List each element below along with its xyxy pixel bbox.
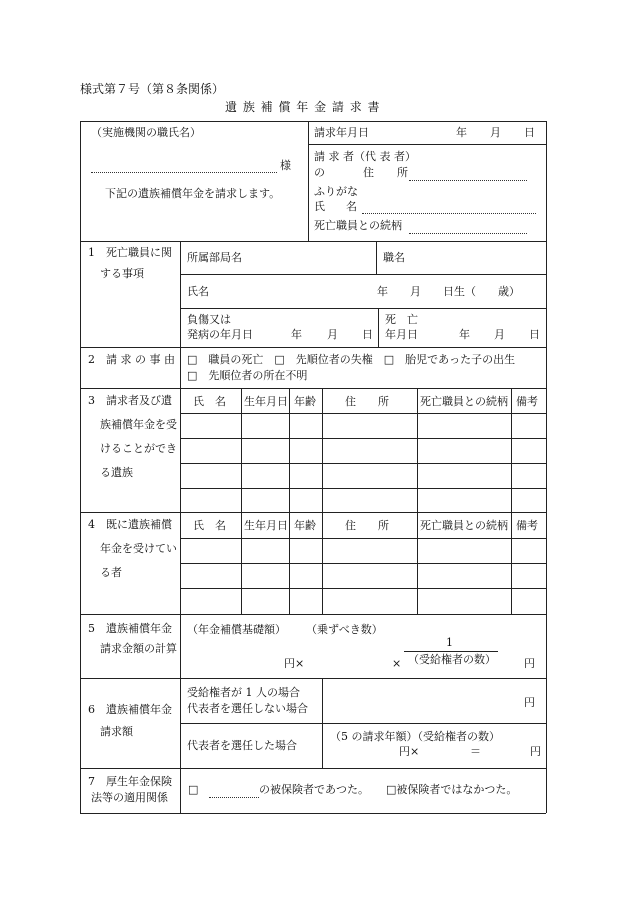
injury-day: 日 [362, 328, 373, 341]
fraction-bar [404, 651, 498, 652]
request-date-label: 請求年月日 [314, 126, 369, 139]
claimant-label: 請 求 者（代 表 者） [314, 150, 416, 163]
sec3-label-1: 3 請求者及び遺 [88, 394, 172, 407]
death-day: 日 [529, 328, 540, 341]
claimant-name-field[interactable] [362, 213, 536, 214]
request-year: 年 [456, 126, 467, 139]
sec5-yen-times: 円× [284, 657, 305, 670]
case1-yen: 円 [524, 696, 535, 709]
sec4-col-name: 氏 名 [193, 519, 226, 532]
birth-year: 年 [377, 285, 388, 298]
injury-label-2: 発病の年月日 [187, 328, 253, 341]
sec5-times: × [392, 657, 402, 670]
birth-age: 歳） [498, 285, 520, 298]
sec7-label-2: 法等の適用関係 [91, 791, 168, 804]
fraction-denominator: （受給権者の数） [408, 653, 496, 666]
birth-day: 日生（ [443, 285, 476, 298]
sec4-col-relation: 死亡職員との続柄 [420, 519, 508, 532]
case1-line2: 代表者を選任しない場合 [187, 702, 308, 715]
sec3-col-age: 年齢 [294, 395, 316, 408]
sec3-col-relation: 死亡職員との続柄 [420, 395, 508, 408]
sec3-col-remarks: 備考 [516, 395, 538, 408]
sec7-text2[interactable]: □被保険者ではなかつた。 [386, 783, 518, 796]
relationship-field[interactable] [409, 233, 527, 234]
claimant-address-ju: 住 [363, 166, 374, 179]
request-text: 下記の遺族補償年金を請求します。 [105, 187, 281, 200]
claimant-address-no: の [314, 166, 325, 179]
insurance-name-field[interactable] [209, 797, 259, 798]
sec2-label: 2 請 求 の 事 由 [88, 353, 175, 366]
sec7-text1: の被保険者であつた。 [259, 783, 369, 796]
sec4-label-1: 4 既に遺族補償 [88, 518, 172, 531]
sec3-label-2: 族補償年金を受 [100, 418, 177, 431]
sec3-label-3: けることができ [100, 442, 177, 455]
sec3-col-name: 氏 名 [193, 395, 226, 408]
deceased-name-label: 氏名 [187, 285, 209, 298]
sec3-col-address: 住 所 [345, 395, 389, 408]
sec3-col-birth: 生年月日 [244, 395, 288, 408]
sec4-col-address: 住 所 [345, 519, 389, 532]
death-label-2: 年月日 [385, 328, 418, 341]
agency-fill-line [91, 172, 277, 173]
sec4-col-birth: 生年月日 [244, 519, 288, 532]
sec2-options-line1[interactable]: □ 職員の死亡 □ 先順位者の失権 □ 胎児であった子の出生 [187, 353, 516, 366]
sec1-label-1: 1 死亡職員に関 [88, 246, 172, 259]
sec6-label-2: 請求額 [100, 725, 133, 738]
sec6-label-1: 6 遺族補償年金 [88, 703, 172, 716]
position-label: 職名 [383, 251, 405, 264]
base-amount-label: （年金補償基礎額） [187, 623, 286, 636]
sec1-label-2: する事項 [100, 267, 144, 280]
sec2-options-line2[interactable]: □ 先順位者の所在不明 [187, 369, 308, 382]
fraction-numerator: 1 [446, 636, 453, 649]
agency-label: （実施機関の職氏名） [91, 126, 201, 139]
case1-line1: 受給権者が 1 人の場合 [187, 686, 300, 699]
furigana-label: ふりがな [314, 185, 358, 198]
request-day: 日 [524, 126, 535, 139]
death-label-1: 死 亡 [385, 313, 418, 326]
sec7-checkbox[interactable]: □ [188, 783, 199, 796]
claimant-address-field[interactable] [409, 180, 527, 181]
sec6-formula: （5 の請求年額）（受給権者の数） [330, 730, 500, 743]
claimant-name-mei: 名 [346, 200, 357, 213]
death-month: 月 [494, 328, 505, 341]
injury-label-1: 負傷又は [187, 313, 231, 326]
case2-label: 代表者を選任した場合 [187, 739, 297, 752]
sec6-yen-times: 円× [399, 745, 420, 758]
multiplier-label: （乗ずべき数） [306, 623, 383, 636]
sec4-label-3: る者 [100, 566, 122, 579]
injury-month: 月 [327, 328, 338, 341]
sec3-label-4: る遺族 [100, 466, 133, 479]
sec7-label-1: 7 厚生年金保険 [88, 775, 172, 788]
form-number: 様式第７号（第８条関係） [80, 82, 225, 96]
sec4-col-remarks: 備考 [516, 519, 538, 532]
sec6-yen: 円 [530, 745, 541, 758]
sec4-col-age: 年齢 [294, 519, 316, 532]
page-title: 遺 族 補 償 年 金 請 求 書 [225, 100, 381, 114]
sec5-label-1: 5 遺族補償年金 [88, 622, 172, 635]
sama-label: 様 [280, 159, 291, 172]
injury-year: 年 [291, 328, 302, 341]
dept-label: 所属部局名 [187, 251, 242, 264]
sec4-label-2: 年金を受けてい [100, 542, 177, 555]
relationship-label: 死亡職員との続柄 [314, 219, 402, 232]
claimant-address-sho: 所 [397, 166, 408, 179]
birth-month: 月 [410, 285, 421, 298]
claimant-name-shi: 氏 [314, 200, 325, 213]
death-year: 年 [459, 328, 470, 341]
sec5-yen: 円 [524, 657, 535, 670]
request-month: 月 [490, 126, 501, 139]
sec6-equals: ＝ [470, 745, 481, 758]
sec5-label-2: 請求金額の計算 [100, 642, 177, 655]
